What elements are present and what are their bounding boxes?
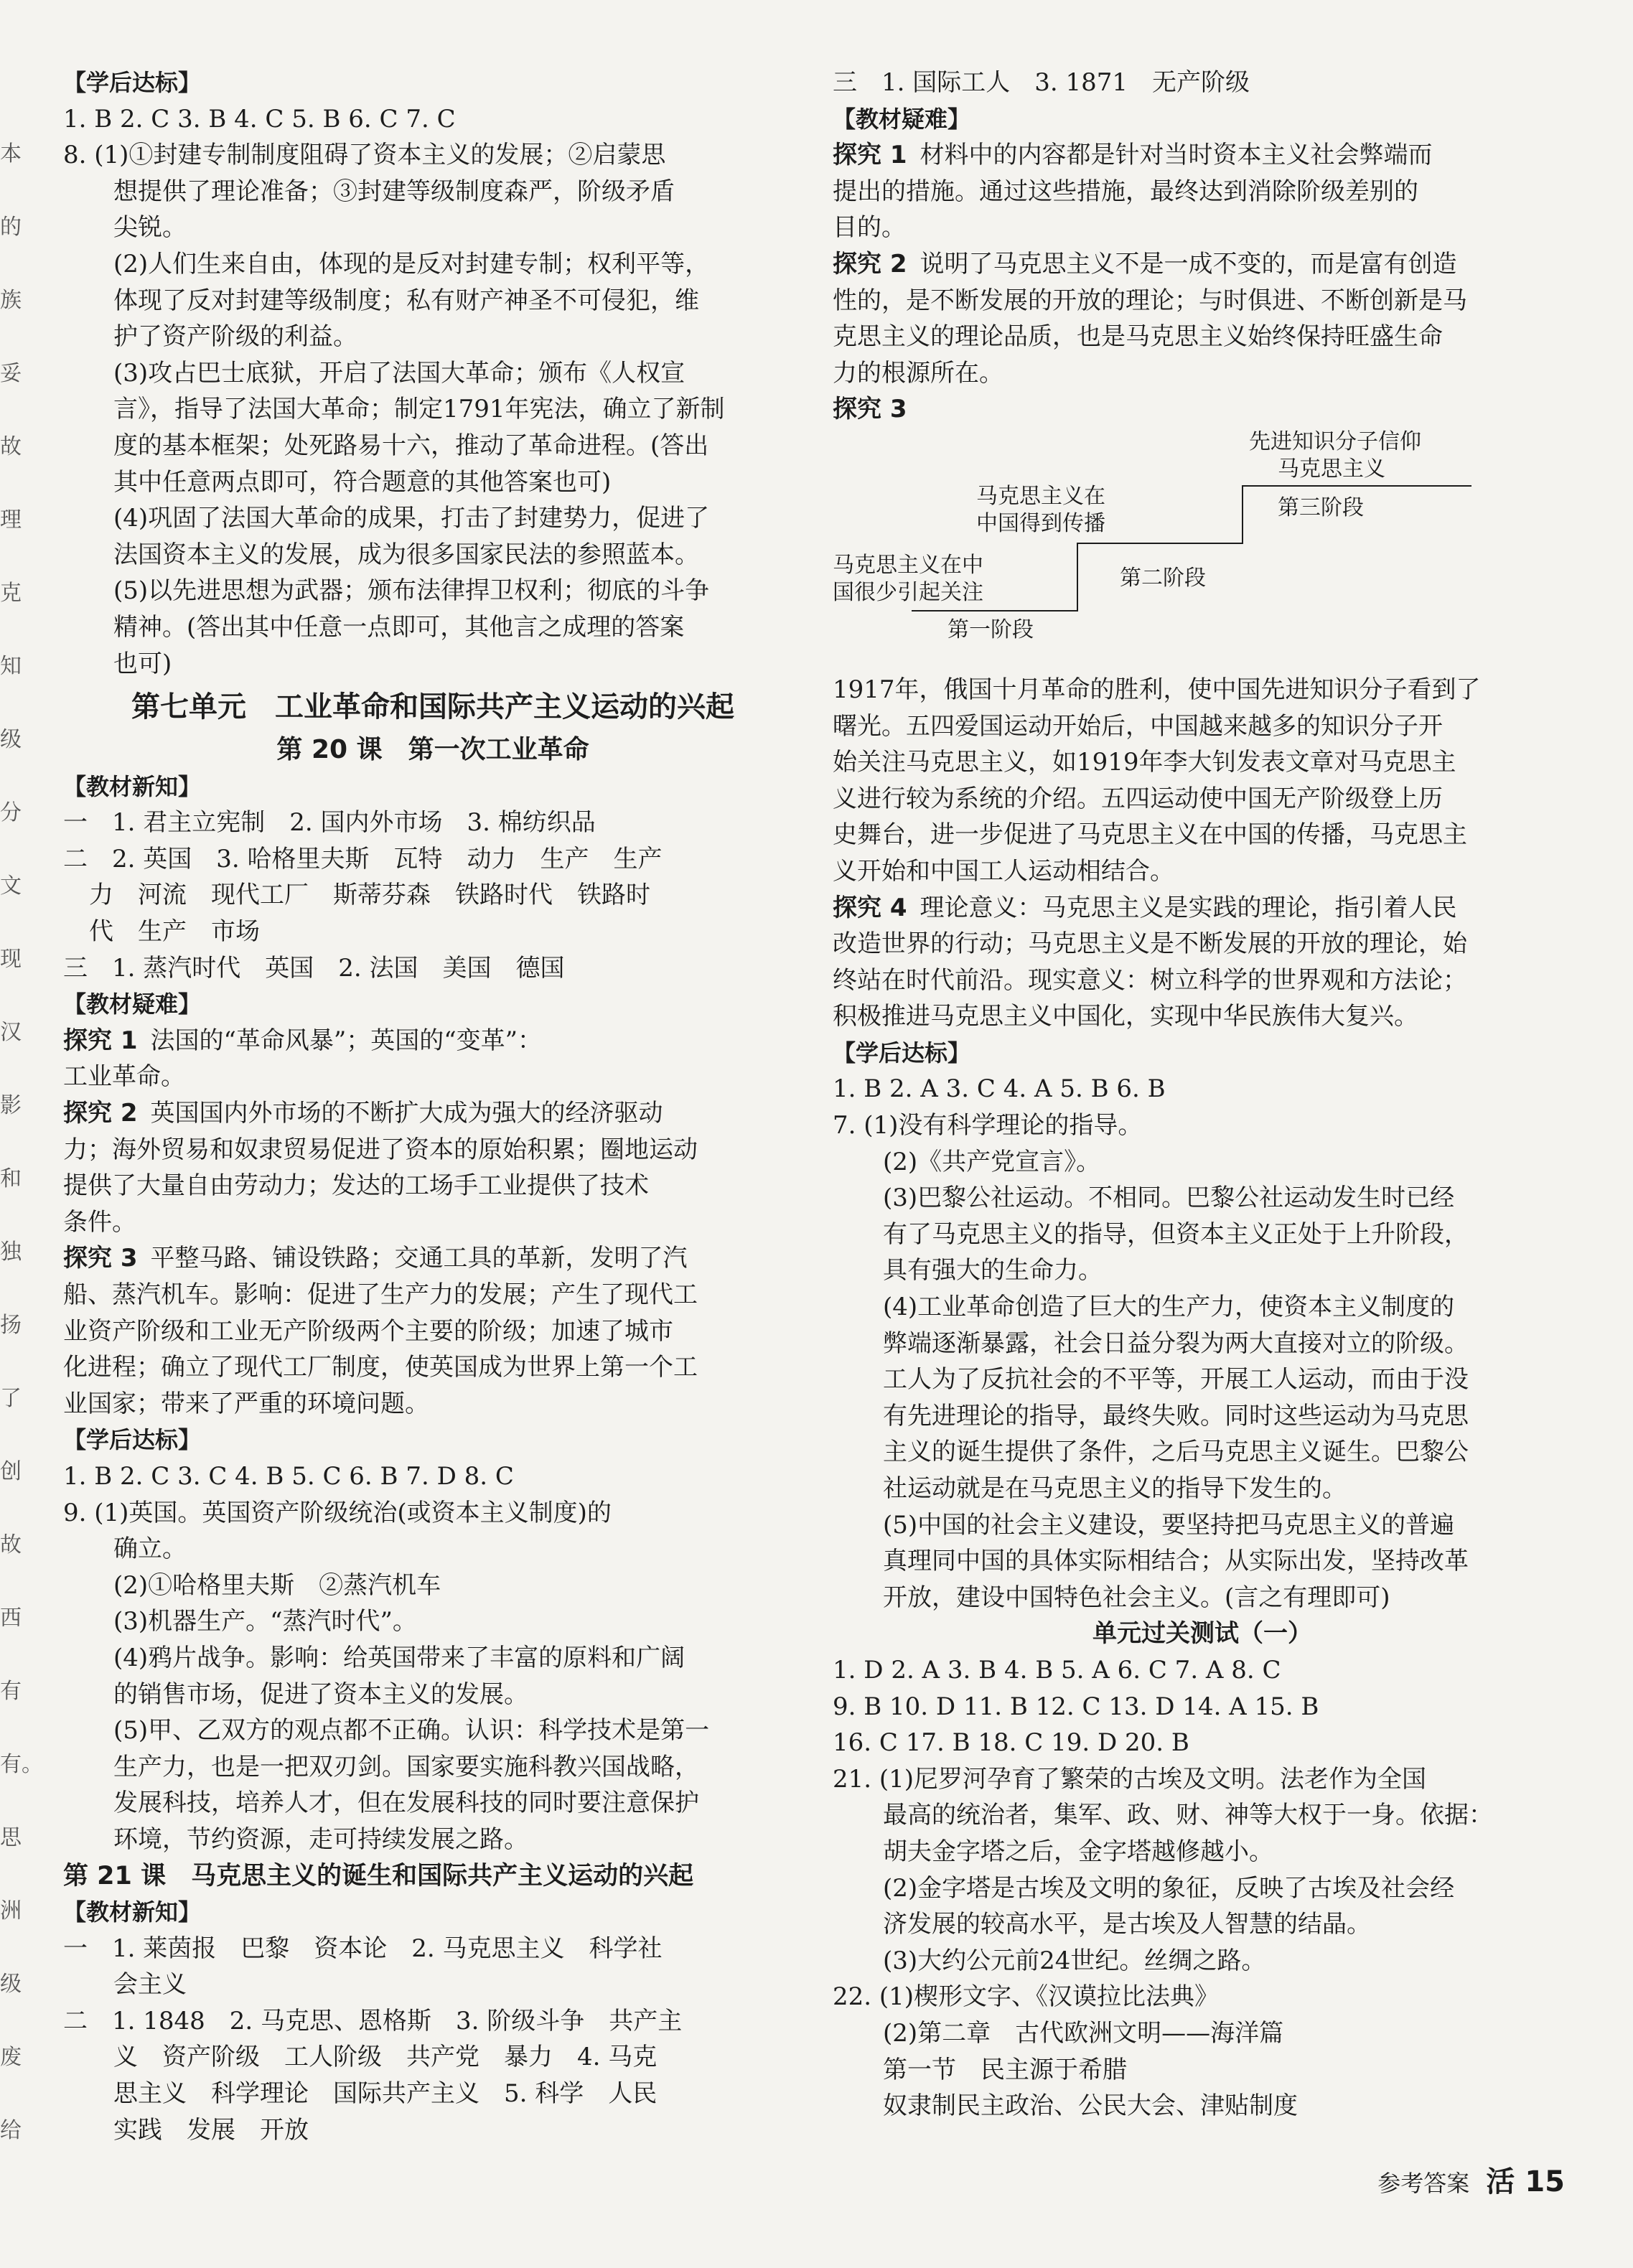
edge-glyph: 废: [0, 2045, 22, 2070]
answer-line: 胡夫金字塔之后，金字塔越修越小。: [883, 1837, 1273, 1866]
diagram-stage3-label: 第三阶段: [1278, 495, 1364, 520]
answer-line: 奴隶制民主政治、公民大会、津贴制度: [883, 2091, 1298, 2121]
answer-line: 1. B 2. A 3. C 4. A 5. B 6. B: [833, 1074, 1166, 1104]
diagram-stage1-label: 第一阶段: [947, 617, 1034, 642]
section-header: 【教材新知】: [63, 1898, 202, 1926]
answer-line: 体现了反对封建等级制度；私有财产神圣不可侵犯，维: [113, 286, 699, 315]
answer-line: 第一节 民主源于希腊: [883, 2055, 1127, 2084]
answer-line: (5)中国的社会主义建设，要坚持把马克思主义的普遍: [883, 1510, 1455, 1540]
lesson-title: 第 20 课 第一次工业革命: [276, 735, 589, 765]
step-line: [1242, 485, 1471, 487]
edge-glyph: 妥: [0, 361, 22, 386]
edge-glyph: 有。: [0, 1752, 43, 1777]
answer-line: (3)大约公元前24世纪。丝绸之路。: [883, 1946, 1266, 1975]
answer-line: 业资产阶级和工业无产阶级两个主要的阶级；加速了城市: [63, 1316, 673, 1346]
test-title: 单元过关测试（一）: [1092, 1619, 1312, 1649]
answer-line: 最高的统治者，集军、政、财、神等大权于一身。依据：: [883, 1801, 1493, 1830]
inquiry-label: 探究 3: [833, 395, 907, 424]
answer-line: 一 1. 君主立宪制 2. 国内外市场 3. 棉纺织品: [63, 808, 596, 838]
answer-line: 想提供了理论准备；③封建等级制度森严，阶级矛盾: [113, 177, 675, 206]
answer-line: 法国资本主义的发展，成为很多国家民法的参照蓝本。: [113, 540, 699, 569]
answer-line: (2)《共产党宣言》。: [883, 1147, 1101, 1176]
answer-line: (3)攻占巴士底狱，开启了法国大革命；颁布《人权宣: [113, 358, 686, 388]
inquiry-1: [63, 1023, 803, 1059]
answer-line: 7. (1)没有科学理论的指导。: [833, 1111, 1143, 1140]
answer-line: 史舞台，进一步促进了马克思主义在中国的传播，马克思主: [833, 820, 1467, 850]
answer-line: 积极推进马克思主义中国化，实现中华民族伟大复兴。: [833, 1002, 1418, 1031]
section-header: 【学后达标】: [833, 1039, 971, 1067]
section-header: 【学后达标】: [63, 69, 202, 96]
answer-line: 护了资产阶级的利益。: [113, 322, 357, 352]
edge-glyph: 本: [0, 141, 22, 167]
answer-line: (4)工业革命创造了巨大的生产力，使资本主义制度的: [883, 1293, 1455, 1322]
answer-line: (5)甲、乙双方的观点都不正确。认识：科学技术是第一: [113, 1716, 710, 1745]
inquiry-2: [63, 1095, 803, 1132]
edge-glyph: 有: [0, 1679, 22, 1704]
diagram-top-text: 先进知识分子信仰: [1249, 428, 1421, 454]
edge-glyph: 族: [0, 288, 22, 313]
edge-glyph: 给: [0, 2118, 22, 2143]
answer-line: 工人为了反抗社会的不平等，开展工人运动，而由于没: [883, 1365, 1469, 1395]
inquiry-3: [833, 391, 1572, 428]
inquiry-1: [833, 137, 1572, 174]
answer-line: 有先进理论的指导，最终失败。同时这些运动为马克思: [883, 1401, 1469, 1430]
answer-line: 始关注马克思主义，如1919年李大钊发表文章对马克思主: [833, 748, 1456, 777]
inquiry-text: 说明了马克思主义不是一成不变的，而是富有创造: [920, 249, 1457, 278]
edge-glyph: 思: [0, 1825, 22, 1850]
answer-line: (3)机器生产。“蒸汽时代”。: [113, 1607, 417, 1636]
edge-glyph: 故: [0, 1532, 22, 1557]
answer-line: 22. (1)楔形文字、《汉谟拉比法典》: [833, 1982, 1220, 2012]
answer-line: (3)巴黎公社运动。不相同。巴黎公社运动发生时已经: [883, 1184, 1455, 1213]
answer-line: (2)①哈格里夫斯 ②蒸汽机车: [113, 1570, 441, 1600]
left-column: [63, 65, 803, 2148]
answer-line: 言》，指导了法国大革命；制定1791年宪法，确立了新制: [113, 395, 725, 424]
answer-line: 1. D 2. A 3. B 4. B 5. A 6. C 7. A 8. C: [833, 1655, 1281, 1684]
section-header: 【学后达标】: [63, 1426, 202, 1454]
answer-line: 三 1. 蒸汽时代 英国 2. 法国 美国 德国: [63, 953, 565, 983]
answer-line: 力；海外贸易和奴隶贸易促进了资本的原始积累；圈地运动: [63, 1135, 698, 1164]
edge-glyph: 了: [0, 1386, 22, 1411]
edge-glyph: 级: [0, 1972, 22, 1997]
step-line: [1077, 543, 1078, 611]
left-edge-fragments: [0, 0, 43, 2268]
answer-line: 一 1. 莱茵报 巴黎 资本论 2. 马克思主义 科学社: [63, 1934, 663, 1963]
section-header: 【教材疑难】: [63, 990, 202, 1018]
answer-line: 9. B 10. D 11. B 12. C 13. D 14. A 15. B: [833, 1692, 1319, 1721]
answer-line: 三 1. 国际工人 3. 1871 无产阶级: [833, 68, 1250, 97]
answer-line: 船、蒸汽机车。影响：促进了生产力的发展；产生了现代工: [63, 1280, 698, 1309]
answer-line: 力 河流 现代工厂 斯蒂芬森 铁路时代 铁路时: [89, 881, 650, 910]
answer-line: 开放，建设中国特色社会主义。(言之有理即可): [883, 1583, 1390, 1612]
step-line: [912, 610, 1078, 611]
answer-line: (5)以先进思想为武器；颁布法律捍卫权利；彻底的斗争: [113, 576, 710, 606]
answer-block: [63, 101, 803, 174]
step-line: [1077, 543, 1243, 544]
inquiry-label: 探究 4: [833, 893, 907, 922]
diagram-top-text: 马克思主义: [1278, 456, 1385, 482]
answer-line: 力的根源所在。: [833, 358, 1003, 388]
answer-line: (2)金字塔是古埃及文明的象征，反映了古埃及社会经: [883, 1873, 1455, 1903]
inquiry-label: 探究 3: [63, 1244, 138, 1273]
answer-line: 济发展的较高水平，是古埃及人智慧的结晶。: [883, 1910, 1371, 1939]
answer-line: 义进行较为系统的介绍。五四运动使中国无产阶级登上历: [833, 784, 1443, 813]
answer-line: 性的，是不断发展的开放的理论；与时俱进、不断创新是马: [833, 286, 1467, 315]
answer-line: 确立。: [113, 1534, 187, 1564]
page-footer: [1377, 2159, 1565, 2200]
inquiry-label: 探究 2: [63, 1099, 138, 1128]
edge-glyph: 洲: [0, 1898, 22, 1923]
answer-line: 1917年，俄国十月革命的胜利，使中国先进知识分子看到了: [833, 675, 1481, 704]
answer-line: 1. B 2. C 3. C 4. B 5. C 6. B 7. D 8. C: [63, 1461, 514, 1491]
edge-glyph: 理: [0, 507, 22, 533]
answer-line: 会主义: [113, 1970, 187, 2000]
answer-line: 化进程；确立了现代工厂制度，使英国成为世界上第一个工: [63, 1353, 698, 1382]
answer-line: 义开始和中国工人运动相结合。: [833, 856, 1174, 886]
answer-line: 曙光。五四爱国运动开始后，中国越来越多的知识分子开: [833, 711, 1443, 741]
answer-line: 21. (1)尼罗河孕育了繁荣的古埃及文明。法老作为全国: [833, 1764, 1427, 1794]
step-line: [1242, 485, 1243, 544]
edge-glyph: 现: [0, 947, 22, 972]
answer-block-indented: [63, 174, 803, 682]
diagram-stage2-text: 国很少引起关注: [833, 579, 983, 605]
inquiry-label: 探究 1: [833, 141, 907, 170]
edge-glyph: 级: [0, 727, 22, 752]
inquiry-label: 探究 2: [833, 249, 907, 278]
answer-line: 度的基本框架；处死路易十六，推动了革命进程。(答出: [113, 431, 709, 460]
answer-line: 工业革命。: [63, 1062, 185, 1092]
edge-glyph: 汉: [0, 1020, 22, 1045]
answer-line: 9. (1)英国。英国资产阶级统治(或资本主义制度)的: [63, 1498, 612, 1527]
inquiry-4: [833, 890, 1572, 927]
edge-glyph: 文: [0, 873, 22, 899]
answer-line: 思主义 科学理论 国际共产主义 5. 科学 人民: [113, 2079, 658, 2109]
edge-glyph: 独: [0, 1240, 22, 1265]
edge-glyph: 故: [0, 434, 22, 459]
edge-glyph: 的: [0, 215, 22, 240]
answer-line: 其中任意两点即可，符合题意的其他答案也可): [113, 467, 612, 497]
edge-glyph: 知: [0, 654, 22, 679]
answer-line: 真理同中国的具体实际相结合；从实际出发，坚持改革: [883, 1547, 1469, 1576]
page-number: 活 15: [1486, 2165, 1565, 2198]
diagram-stage2-text: 马克思主义在中: [833, 552, 983, 578]
answer-line: 具有强大的生命力。: [883, 1256, 1103, 1285]
answer-line: 义 资产阶级 工人阶级 共产党 暴力 4. 马克: [113, 2043, 658, 2072]
answer-line: 精神。(答出其中任意一点即可，其他言之成理的答案: [113, 612, 685, 642]
answer-line: 提供了大量自由劳动力；发达的工场手工业提供了技术: [63, 1171, 649, 1201]
diagram-stage2-label: 第二阶段: [1120, 565, 1206, 591]
answer-line: 8. (1)①封建专制制度阻碍了资本主义的发展；②启蒙思: [63, 141, 666, 170]
edge-glyph: 扬: [0, 1313, 22, 1338]
answer-line: 生产力，也是一把双刃剑。国家要实施科教兴国战略，: [113, 1752, 699, 1781]
answer-line: 主义的诞生提供了条件，之后马克思主义诞生。巴黎公: [883, 1438, 1469, 1467]
right-column: [833, 65, 1572, 2124]
inquiry-text: 材料中的内容都是针对当时资本主义社会弊端而: [920, 141, 1433, 170]
answer-line: (4)巩固了法国大革命的成果，打击了封建势力，促进了: [113, 504, 710, 533]
answer-line: 弊端逐渐暴露，社会日益分裂为两大直接对立的阶级。: [883, 1329, 1469, 1358]
edge-glyph: 分: [0, 800, 22, 825]
inquiry-text: 法国的“革命风暴”；英国的“变革”：: [150, 1026, 543, 1055]
answer-line: 有了马克思主义的指导，但资本主义正处于上升阶段，: [883, 1219, 1469, 1249]
footer-label: 参考答案: [1377, 2170, 1470, 2197]
inquiry-label: 探究 1: [63, 1026, 138, 1055]
stage-diagram: [833, 428, 1572, 672]
answer-line: (2)第二章 古代欧洲文明——海洋篇: [883, 2018, 1284, 2048]
section-header: 【教材疑难】: [833, 105, 971, 133]
answer-line: (2)人们生来自由，体现的是反对封建专制；权利平等，: [113, 249, 710, 278]
edge-glyph: 影: [0, 1093, 22, 1118]
answer-line: 社运动就是在马克思主义的指导下发生的。: [883, 1474, 1347, 1503]
inquiry-text: 平整马路、铺设铁路；交通工具的革新，发明了汽: [150, 1244, 688, 1273]
edge-glyph: 创: [0, 1459, 22, 1484]
answer-line: 终站在时代前沿。现实意义：树立科学的世界观和方法论；: [833, 965, 1467, 995]
answer-line: 代 生产 市场: [89, 917, 260, 947]
unit-title: 第七单元 工业革命和国际共产主义运动的兴起: [131, 690, 734, 724]
answer-line: 1. B 2. C 3. B 4. C 5. B 6. C 7. C: [63, 104, 456, 133]
answer-line: 二 1. 1848 2. 马克思、恩格斯 3. 阶级斗争 共产主: [63, 2006, 683, 2035]
inquiry-text: 英国国内外市场的不断扩大成为强大的经济驱动: [150, 1099, 663, 1128]
answer-line: 16. C 17. B 18. C 19. D 20. B: [833, 1728, 1189, 1758]
answer-line: 二 2. 英国 3. 哈格里夫斯 瓦特 动力 生产 生产: [63, 844, 663, 873]
answer-line: 业国家；带来了严重的环境问题。: [63, 1389, 429, 1418]
lesson-title: 第 21 课 马克思主义的诞生和国际共产主义运动的兴起: [63, 1861, 694, 1890]
diagram-stage3-text: 马克思主义在: [976, 483, 1105, 509]
answer-line: 克思主义的理论品质，也是马克思主义始终保持旺盛生命: [833, 322, 1443, 352]
edge-glyph: 西: [0, 1606, 22, 1631]
answer-line: 环境，节约资源，走可持续发展之路。: [113, 1824, 528, 1854]
answer-line: 发展科技，培养人才，但在发展科技的同时要注意保护: [113, 1789, 699, 1818]
inquiry-text: 理论意义：马克思主义是实践的理论，指引着人民: [920, 893, 1457, 922]
answer-line: 尖锐。: [113, 213, 187, 243]
edge-glyph: 和: [0, 1166, 22, 1191]
answer-line: 条件。: [63, 1207, 136, 1237]
edge-glyph: 克: [0, 581, 22, 606]
section-header: 【教材新知】: [63, 772, 202, 800]
inquiry-3: [63, 1240, 803, 1277]
answer-line: (4)鸦片战争。影响：给英国带来了丰富的原料和广阔: [113, 1643, 686, 1672]
answer-line: 提出的措施。通过这些措施，最终达到消除阶级差别的: [833, 177, 1418, 206]
answer-line: 实践 发展 开放: [113, 2115, 309, 2145]
answer-line: 的销售市场，促进了资本主义的发展。: [113, 1679, 528, 1709]
answer-line: 目的。: [833, 213, 906, 243]
answer-line: 改造世界的行动；马克思主义是不断发展的开放的理论，始: [833, 929, 1467, 959]
answer-line: 也可): [113, 649, 172, 678]
inquiry-2: [833, 246, 1572, 283]
diagram-stage3-text: 中国得到传播: [976, 510, 1105, 536]
